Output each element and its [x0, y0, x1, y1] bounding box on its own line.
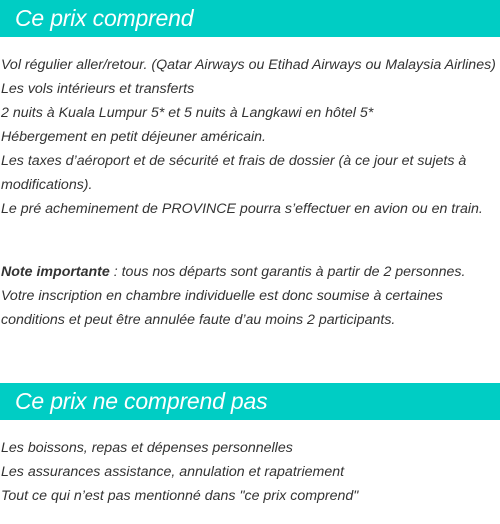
list-item: 2 nuits à Kuala Lumpur 5* et 5 nuits à Langkawi en hôtel 5*: [1, 105, 374, 121]
includes-list: [1, 53, 499, 221]
important-note: [1, 260, 499, 332]
list-item: Vol régulier aller/retour. (Qatar Airways ou Etihad Airways ou Malaysia Airlines): [1, 57, 496, 73]
list-item: Tout ce qui n’est pas mentionné dans "ce prix comprend": [1, 488, 359, 504]
list-item: Le pré acheminement de PROVINCE pourra s’effectuer en avion ou en train.: [1, 201, 483, 217]
excludes-list: [1, 436, 499, 508]
list-item: Les vols intérieurs et transferts: [1, 81, 195, 97]
excludes-title: Ce prix ne comprend pas: [15, 388, 268, 414]
list-item: Les taxes d’aéroport et de sécurité et frais de dossier (à ce jour et sujets à modifications).: [1, 153, 467, 193]
list-item: Hébergement en petit déjeuner américain.: [1, 129, 266, 145]
note-label: Note importante: [1, 264, 110, 280]
list-item: Les assurances assistance, annulation et rapatriement: [1, 464, 345, 480]
includes-title: Ce prix comprend: [15, 5, 194, 31]
excludes-header: [0, 383, 500, 420]
includes-header: [0, 0, 500, 37]
note-text: : tous nos départs sont garantis à partir de 2 personnes. Votre inscription en chambre individuelle est donc soumise à certaines conditions et peut être annulée faute d’au moins 2 participants.: [1, 264, 466, 328]
list-item: Les boissons, repas et dépenses personnelles: [1, 440, 293, 456]
